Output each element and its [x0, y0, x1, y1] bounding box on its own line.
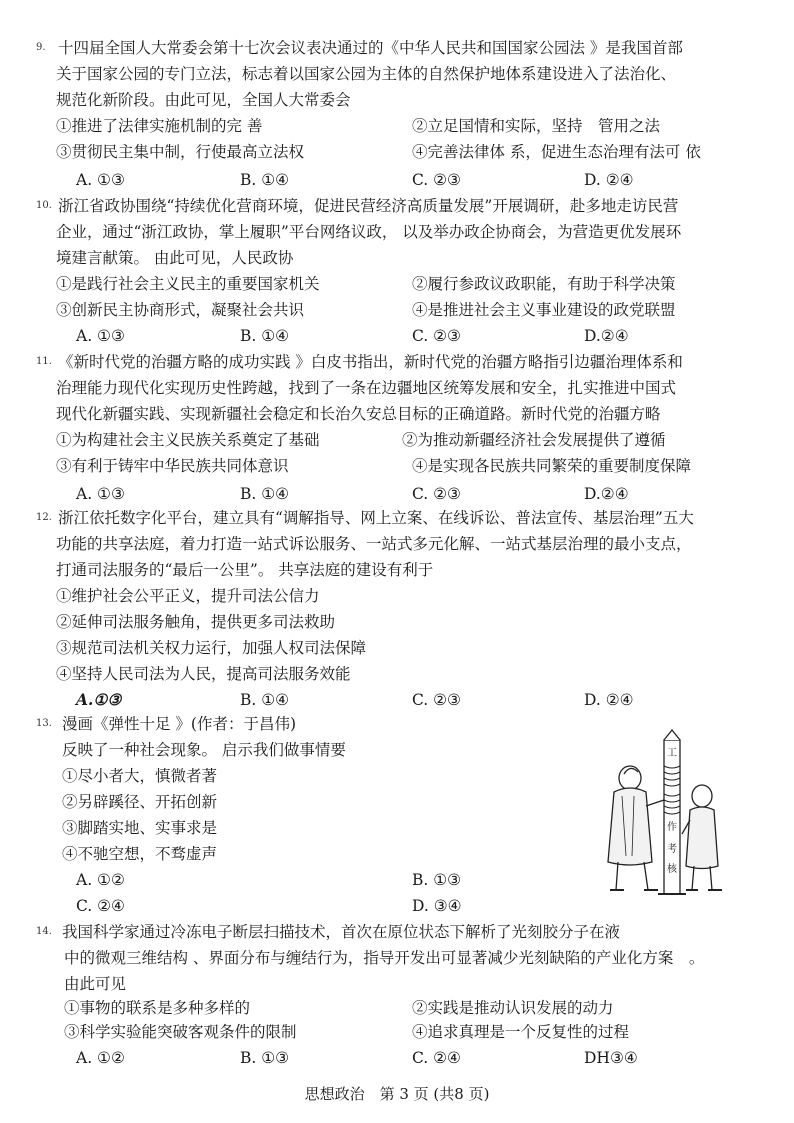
statement: ②实践是推动认识发展的动力: [412, 999, 614, 1017]
statement: ③有利于铸牢中华民族共同体意识: [56, 457, 289, 475]
statement: ③贯彻民主集中制，行使最高立法权: [56, 143, 305, 161]
option-c: C. ②④: [412, 1049, 461, 1067]
option-d: D. ②④: [584, 691, 634, 709]
sign-char: 考: [667, 844, 677, 855]
option-b: B. ①④: [240, 171, 290, 189]
option-d: D. ③④: [412, 897, 462, 915]
question-stem-line: 反映了一种社会现象。 启示我们做事情要: [62, 741, 346, 759]
question-stem-line: 《新时代党的治疆方略的成功实践 》白皮书指出，新时代党的治疆方略指引边疆治理体系和: [58, 353, 683, 371]
option-b: B. ①④: [240, 327, 290, 345]
option-c: C. ②③: [412, 485, 461, 503]
sign-char: 工: [667, 748, 677, 759]
option-b: B. ①③: [240, 1049, 290, 1067]
statement: ①推进了法律实施机制的完 善: [56, 117, 263, 135]
statement: ④坚持人民司法为人民，提高司法服务效能: [56, 665, 351, 683]
question-stem-line: 中的微观三维结构 、界面分布与缠结行为，指导开发出可显著减少光刻缺陷的产业化方案 。: [64, 949, 705, 967]
statement: ③创新民主协商形式，凝聚社会共识: [56, 301, 305, 319]
question-stem-line: 关于国家公园的专门立法，标志着以国家公园为主体的自然保护地体系建设进入了法治化、: [56, 65, 677, 83]
statement: ④是推进社会主义事业建设的政党联盟: [412, 301, 676, 319]
question-stem-line: 现代化新疆实践、实现新疆社会稳定和长治久安总目标的正确道路。新时代党的治疆方略: [56, 405, 661, 423]
option-c: C. ②③: [412, 171, 461, 189]
statement: ②延伸司法服务触角，提供更多司法救助: [56, 613, 336, 631]
statement: ①为构建社会主义民族关系奠定了基础: [56, 431, 320, 449]
page-footer: 思想政治 第 3 页 (共8 页): [304, 1085, 490, 1103]
question-stem-line: 浙江省政协围绕“持续优化营商环境，促进民营经济高质量发展”开展调研，赴多地走访民营: [58, 197, 679, 215]
statement: ④完善法律体 系，促进生态治理有法可 依: [412, 143, 701, 161]
option-d: D.②④: [584, 485, 629, 503]
statement: ③脚踏实地、实事求是: [62, 819, 218, 837]
question-stem-line: 十四届全国人大常委会第十七次会议表决通过的《中华人民共和国国家公园法 》是我国首部: [58, 39, 683, 57]
statement: ②立足国情和实际，坚持 管用之法: [412, 117, 661, 135]
question-stem-line: 浙江依托数字化平台，建立具有“调解指导、网上立案、在线诉讼、普法宣传、基层治理”五大: [58, 509, 694, 527]
statement: ③规范司法机关权力运行，加强人权司法保障: [56, 639, 367, 657]
question-stem-line: 由此可见: [64, 975, 127, 993]
question-number: 10.: [36, 200, 52, 211]
option-b: B. ①④: [240, 485, 290, 503]
sign-char: 核: [667, 864, 677, 875]
question-stem-line: 企业，通过“浙江政协，掌上履职”平台网络议政， 以及举办政企协商会，为营造更优发展环: [56, 223, 682, 241]
option-a: A. ①③: [76, 327, 125, 345]
question-stem-line: 规范化新阶段。由此可见，全国人大常委会: [56, 91, 351, 109]
option-d: D. ②④: [584, 171, 634, 189]
statement: ②另辟蹊径、开拓创新: [62, 793, 218, 811]
option-c: C. ②③: [412, 327, 461, 345]
question-number: 14.: [36, 926, 52, 937]
cartoon-figure-right: [682, 785, 722, 890]
question-stem-line: 境建言献策。 由此可见，人民政协: [56, 249, 294, 267]
question-stem-line: 打通司法服务的“最后一公里”。 共享法庭的建设有利于: [56, 561, 434, 579]
question-stem-line: 我国科学家通过冷冻电子断层扫描技术，首次在原位状态下解析了光刻胶分子在液: [62, 923, 621, 941]
question-number: 11.: [36, 356, 52, 367]
question-stem-line: 治理能力现代化实现历史性跨越，找到了一条在边疆地区统筹发展和安全，扎实推进中国式: [56, 379, 677, 397]
statement: ②为推动新疆经济社会发展提供了遵循: [402, 431, 666, 449]
statement: ④追求真理是一个反复性的过程: [412, 1023, 630, 1041]
option-c: C. ②③: [412, 691, 461, 709]
question-number: 13.: [36, 718, 52, 729]
question-number: 12.: [36, 512, 52, 523]
option-b: B. ①④: [240, 691, 290, 709]
question-number: 9.: [36, 42, 46, 53]
question-stem-line: 功能的共享法庭，着力打造一站式诉讼服务、一站式多元化解、一站式基层治理的最小支点，: [56, 535, 692, 553]
statement: ①是践行社会主义民主的重要国家机关: [56, 275, 320, 293]
statement: ②履行参政议政职能，有助于科学决策: [412, 275, 676, 293]
statement: ①尽小者大，慎微者著: [62, 767, 218, 785]
statement: ④不驰空想，不骛虚声: [62, 845, 218, 863]
sign-char: 作: [667, 822, 677, 833]
option-a: A.①③: [76, 690, 122, 709]
statement: ①事物的联系是多种多样的: [64, 999, 251, 1017]
cartoon-signpost: [658, 730, 686, 894]
option-d: D.②④: [584, 327, 629, 345]
option-b: B. ①③: [412, 871, 462, 889]
option-a: A. ①②: [76, 1049, 125, 1067]
cartoon-illustration: [604, 726, 734, 898]
option-a: A. ①③: [76, 485, 125, 503]
statement: ③科学实验能突破客观条件的限制: [64, 1023, 297, 1041]
option-a: A. ①②: [76, 871, 125, 889]
statement: ①维护社会公平正义，提升司法公信力: [56, 587, 320, 605]
cartoon-figure-left: [608, 766, 664, 890]
question-stem-line: 漫画《弹性十足 》(作者：于昌伟): [62, 715, 297, 733]
option-d: DH③④: [584, 1049, 638, 1067]
statement: ④是实现各民族共同繁荣的重要制度保障: [412, 457, 692, 475]
option-a: A. ①③: [76, 171, 125, 189]
option-c: C. ②④: [76, 897, 125, 915]
